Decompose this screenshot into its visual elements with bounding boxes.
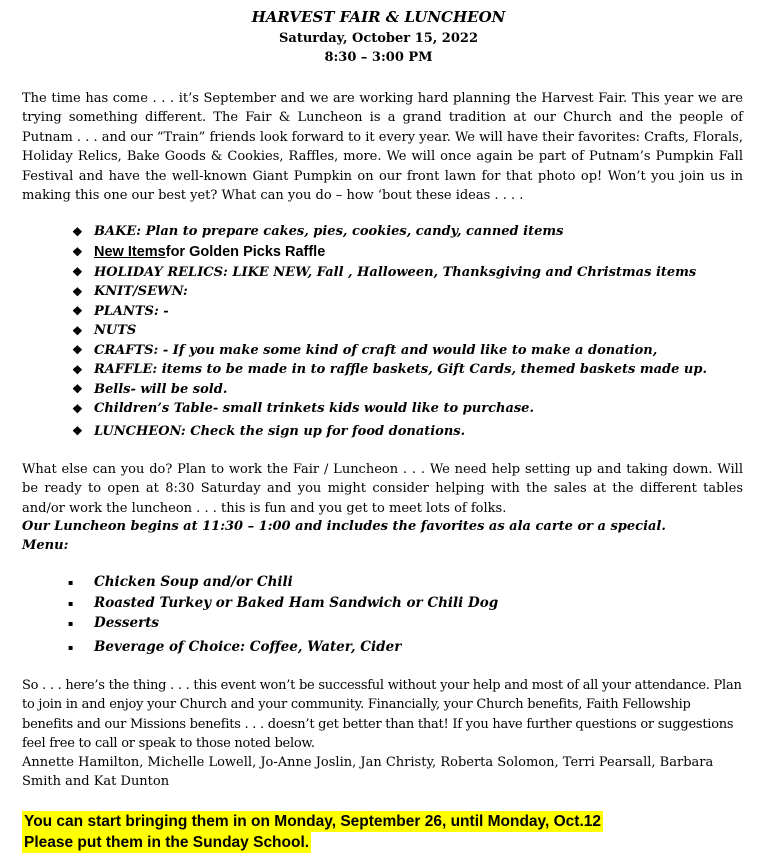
idea-new-items-rest: for Golden Picks Raffle xyxy=(165,244,326,260)
diamond-bullet-icon: ❖ xyxy=(72,284,83,299)
diamond-bullet-icon: ❖ xyxy=(72,362,83,377)
idea-bells: Bells- will be sold. xyxy=(94,381,228,397)
idea-luncheon: LUNCHEON: Check the sign up for food donations. xyxy=(94,423,466,439)
idea-new-items-underlined: New Items xyxy=(94,244,166,260)
ideas-list xyxy=(72,222,707,441)
list-item xyxy=(72,341,707,361)
notice-line-2: Please put them in the Sunday School. xyxy=(24,834,310,851)
closing-text: So . . . here’s the thing . . . this event won’t be successful without your help and most of all your attendance. Plan to join in and enjoy your Church and your community. Financially, your Church benefits, Faith Fellowship benefits and our Missions benefits . . . doesn’t get better than that! If you have further questions or suggestions feel free to call or speak to those noted below. xyxy=(22,678,742,751)
square-bullet-icon: ▪ xyxy=(68,641,74,652)
diamond-bullet-icon: ❖ xyxy=(72,343,83,358)
idea-crafts: CRAFTS: - If you make some kind of craft and would like to make a donation, xyxy=(94,342,658,358)
closing-paragraph xyxy=(22,676,742,792)
luncheon-time-line: Our Luncheon begins at 11:30 – 1:00 and includes the favorites as ala carte or a special. xyxy=(22,519,666,534)
diamond-bullet-icon: ❖ xyxy=(72,323,83,338)
notice-line-1: You can start bringing them in on Monday, September 26, until Monday, Oct.12 xyxy=(24,813,602,830)
what-else-paragraph: What else can you do? Plan to work the Fair / Luncheon . . . We need help setting up and taking down. Will be ready to open at 8:30 Saturday and you might consider helping with the sales at the different tables and/or work the luncheon . . . this is fun and you get to meet lots of folks. xyxy=(22,462,743,516)
list-item xyxy=(72,302,707,322)
menu-list xyxy=(68,572,498,657)
list-item xyxy=(68,613,498,634)
idea-holiday: HOLIDAY RELICS: LIKE NEW, Fall , Halloween, Thanksgiving and Christmas items xyxy=(94,264,697,280)
event-title: HARVEST FAIR & LUNCHEON xyxy=(251,8,506,26)
intro-paragraph: The time has come . . . it’s September and we are working hard planning the Harvest Fair. This year we are trying something different. The Fair & Luncheon is a grand tradition at our Church and the people of Putnam . . . and our “Train” friends look forward to it every year. We will have their favorites: Crafts, Florals, Holiday Relics, Bake Goods & Cookies, Raffles, more. We will once again be part of Putnam’s Pumpkin Fall Festival and have the well-known Giant Pumpkin on our front lawn for that photo op! Won’t you join us in making this one our best yet? What can you do – how ‘bout these ideas . . . . xyxy=(22,91,743,204)
list-item xyxy=(68,593,498,614)
idea-knit: KNIT/SEWN: xyxy=(94,284,188,300)
idea-raffle: RAFFLE: items to be made in to raffle baskets, Gift Cards, themed baskets made up. xyxy=(94,362,707,378)
list-item xyxy=(68,572,498,593)
idea-bake: BAKE: Plan to prepare cakes, pies, cookies, candy, canned items xyxy=(94,224,564,240)
list-item xyxy=(72,360,707,380)
list-item xyxy=(72,282,707,302)
diamond-bullet-icon: ❖ xyxy=(72,265,83,280)
menu-item-desserts: Desserts xyxy=(94,615,160,632)
list-item xyxy=(72,422,707,442)
event-date: Saturday, October 15, 2022 xyxy=(279,31,478,46)
menu-item-soup: Chicken Soup and/or Chili xyxy=(94,574,293,591)
menu-item-sandwich: Roasted Turkey or Baked Ham Sandwich or Chili Dog xyxy=(94,594,499,611)
idea-nuts: NUTS xyxy=(94,323,137,339)
diamond-bullet-icon: ❖ xyxy=(72,424,83,439)
list-item xyxy=(72,380,707,400)
square-bullet-icon: ▪ xyxy=(68,618,74,629)
event-time: 8:30 – 3:00 PM xyxy=(324,50,433,65)
list-item xyxy=(68,637,498,658)
idea-plants: PLANTS: - xyxy=(94,303,169,319)
menu-item-beverage: Beverage of Choice: Coffee, Water, Cider xyxy=(94,638,402,655)
menu-label: Menu: xyxy=(22,538,69,553)
square-bullet-icon: ▪ xyxy=(68,577,74,588)
idea-childrens: Children’s Table- small trinkets kids would like to purchase. xyxy=(94,401,534,417)
list-item xyxy=(72,321,707,341)
diamond-bullet-icon: ❖ xyxy=(72,245,83,259)
diamond-bullet-icon: ❖ xyxy=(72,224,83,239)
list-item xyxy=(72,242,707,263)
diamond-bullet-icon: ❖ xyxy=(72,401,83,416)
diamond-bullet-icon: ❖ xyxy=(72,304,83,319)
list-item xyxy=(72,222,707,242)
square-bullet-icon: ▪ xyxy=(68,597,74,608)
list-item xyxy=(72,263,707,283)
list-item xyxy=(72,399,707,419)
diamond-bullet-icon: ❖ xyxy=(72,382,83,397)
volunteer-names: Annette Hamilton, Michelle Lowell, Jo-Anne Joslin, Jan Christy, Roberta Solomon, Terri Pearsall, Barbara Smith and Kat Dunton xyxy=(22,755,714,790)
